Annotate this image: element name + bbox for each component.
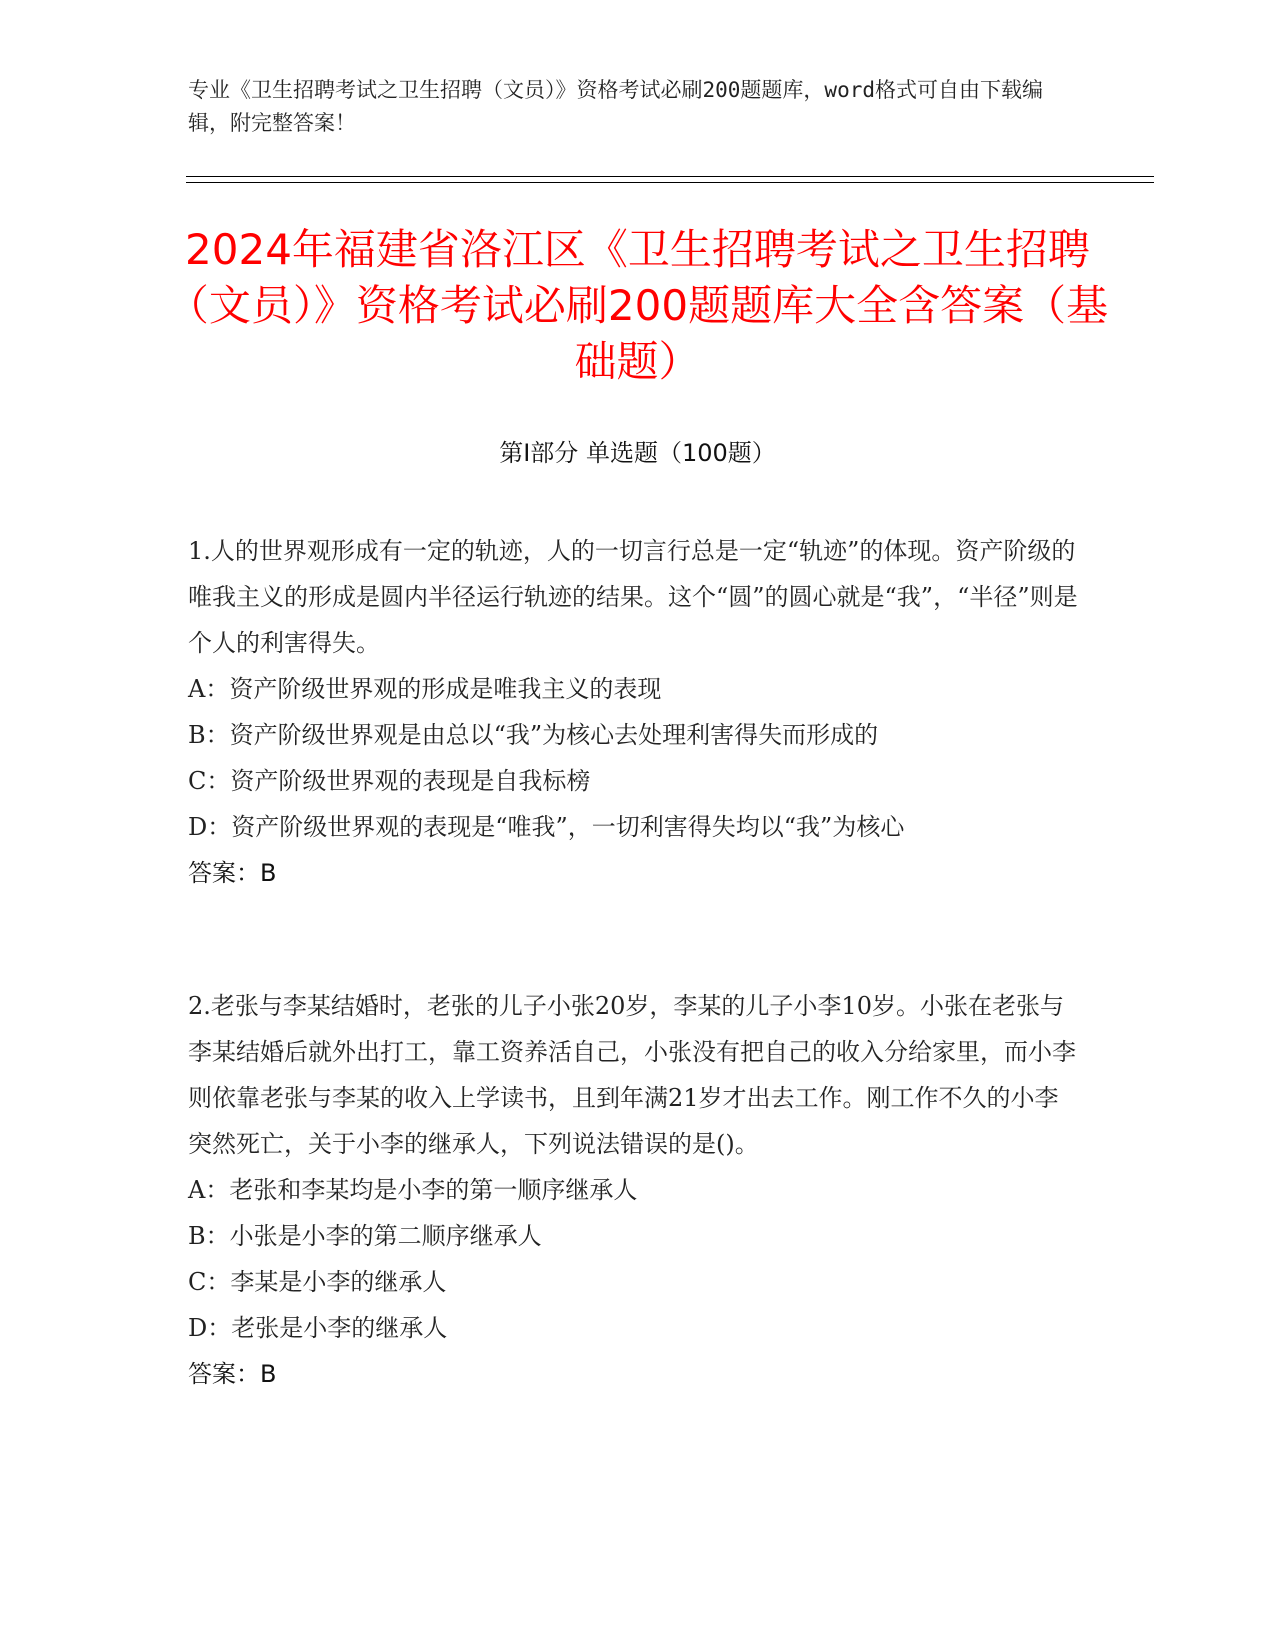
option-b: B：小张是小李的第二顺序继承人 — [188, 1222, 542, 1250]
header-divider — [186, 176, 1154, 177]
question-stem: 2.老张与李某结婚时，老张的儿子小张20岁，李某的儿子小李10岁。小张在老张与李某结婚后就外出打工，靠工资养活自己，小张没有把自己的收入分给家里，而小李则依靠老张与李某的收入上学读书，且到年满21岁才出去工作。刚工作不久的小李突然死亡，关于小李的继承人，下列说法错误的是()。 — [188, 992, 1076, 1158]
question-2 — [188, 983, 1078, 1397]
header-note: 专业《卫生招聘考试之卫生招聘（文员）》资格考试必刷200题题库，word格式可自由下载编辑，附完整答案！ — [188, 78, 1043, 135]
option-c: C：李某是小李的继承人 — [188, 1268, 447, 1296]
option-d: D：老张是小李的继承人 — [188, 1314, 448, 1342]
option-c: C：资产阶级世界观的表现是自我标榜 — [188, 767, 591, 795]
question-stem: 1.人的世界观形成有一定的轨迹，人的一切言行总是一定“轨迹”的体现。资产阶级的唯我主义的形成是圆内半径运行轨迹的结果。这个“圆”的圆心就是“我”，“半径”则是个人的利害得失。 — [188, 537, 1078, 657]
option-d: D：资产阶级世界观的表现是“唯我”，一切利害得失均以“我”为核心 — [188, 813, 905, 841]
option-a: A：老张和李某均是小李的第一顺序继承人 — [188, 1176, 638, 1204]
section-title: 第I部分 单选题（100题） — [499, 439, 776, 467]
option-a: A：资产阶级世界观的形成是唯我主义的表现 — [188, 675, 662, 703]
answer: 答案：B — [188, 1360, 277, 1388]
question-1 — [188, 528, 1078, 896]
option-b: B：资产阶级世界观是由总以“我”为核心去处理利害得失而形成的 — [188, 721, 879, 749]
answer: 答案：B — [188, 859, 277, 887]
document-title: 2024年福建省洛江区《卫生招聘考试之卫生招聘（文员）》资格考试必刷200题题库大全含答案（基础题） — [166, 225, 1109, 386]
header-divider-secondary — [186, 182, 1154, 183]
